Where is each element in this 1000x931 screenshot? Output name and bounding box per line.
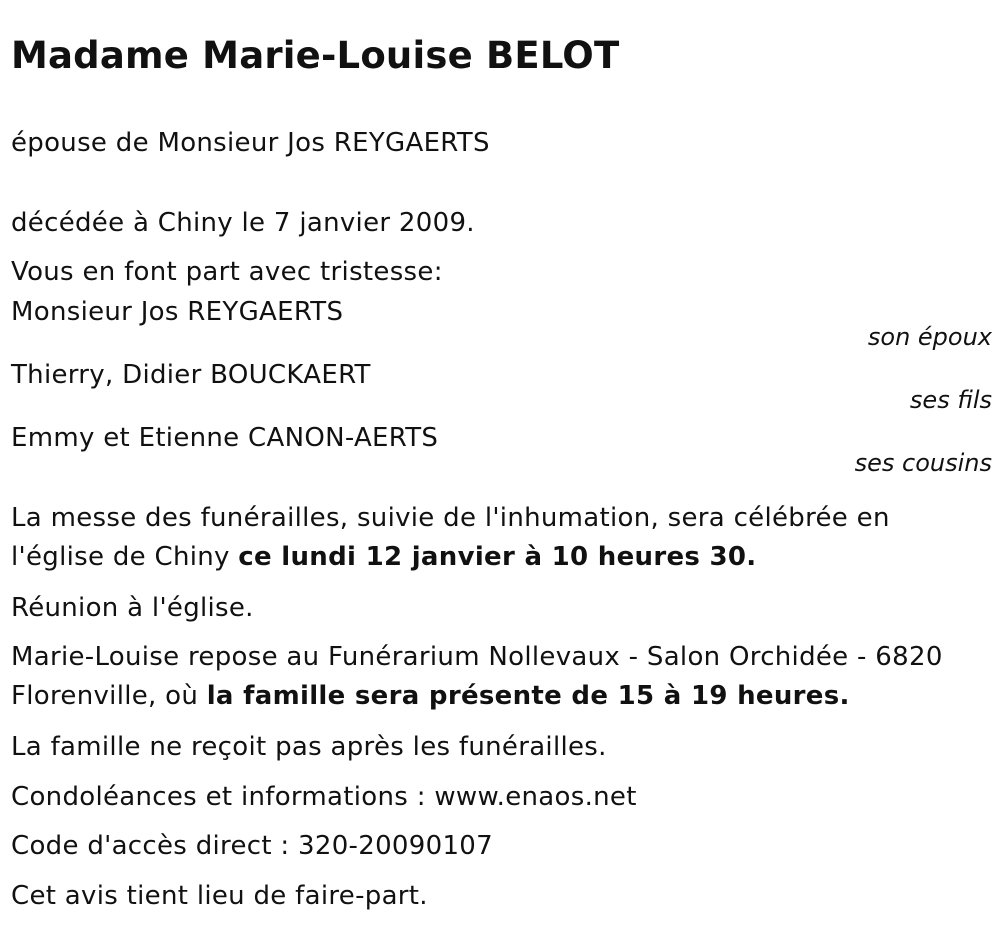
access-code-line: Code d'accès direct : 320-20090107 [11,831,493,861]
funeral-text: La messe des funérailles, suivie de l'inhumation, sera célébrée en l'église de Chiny [11,503,890,572]
rest-text: Marie-Louise repose au Funérarium Nollevaux - Salon Orchidée - 6820 Florenville, où [11,642,943,711]
family-role-cousins: ses cousins [854,449,992,477]
funeral-datetime: ce lundi 12 janvier à 10 heures 30. [238,542,757,572]
condolences-line: Condoléances et informations : www.enaos.net [11,782,637,812]
announcement-intro: Vous en font part avec tristesse: [11,257,443,287]
closing-line: Cet avis tient lieu de faire-part. [11,881,428,911]
family-name-sons: Thierry, Didier BOUCKAERT [11,360,371,390]
funeral-paragraph [11,499,981,577]
no-reception-line: La famille ne reçoit pas après les funérailles. [11,732,607,762]
death-line: décédée à Chiny le 7 janvier 2009. [11,208,475,238]
family-name-cousins: Emmy et Etienne CANON-AERTS [11,423,439,453]
family-role-sons: ses fils [909,386,992,414]
family-role-spouse: son époux [867,323,992,351]
family-presence-hours: la famille sera présente de 15 à 19 heures. [206,681,850,711]
page-title: Madame Marie-Louise BELOT [11,34,620,77]
meeting-line: Réunion à l'église. [11,593,254,623]
family-name-spouse: Monsieur Jos REYGAERTS [11,297,344,327]
spouse-line: épouse de Monsieur Jos REYGAERTS [11,128,490,158]
rest-paragraph [11,638,981,716]
